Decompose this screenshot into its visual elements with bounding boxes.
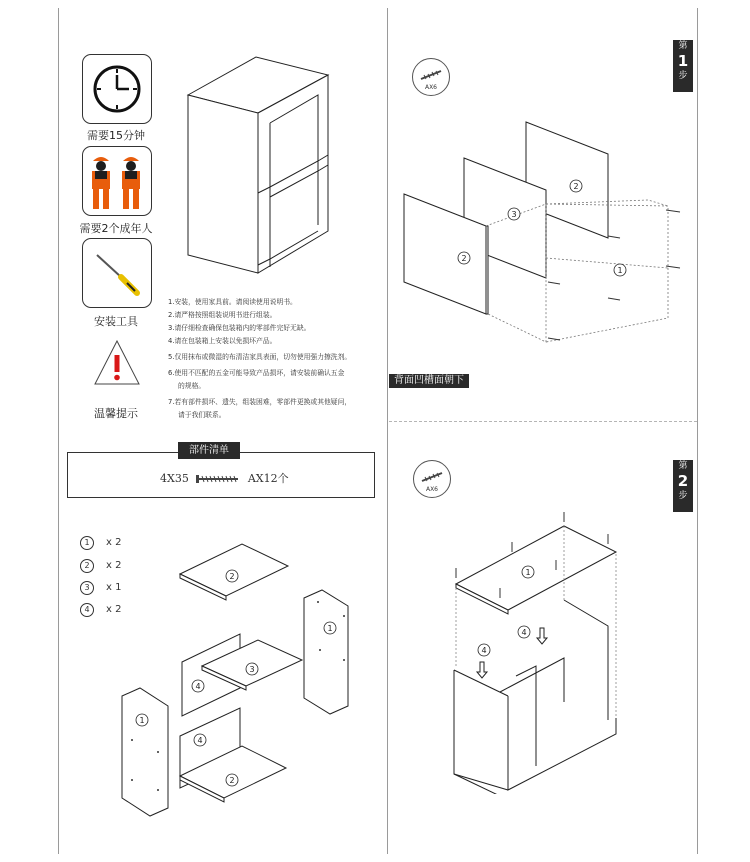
workers-icon <box>83 147 151 215</box>
exploded-label: 2 <box>229 776 235 785</box>
note-line-4: 4.请在包装箱上安装以免损坏产品。 <box>168 337 277 345</box>
step-separator <box>389 421 697 422</box>
screw-qty: AX12个 <box>247 472 289 485</box>
note-line-8: 7.若有部件损坏、遗失，组装困难，零部件更换或其他疑问， <box>168 398 352 406</box>
screw-spec: 4X35 <box>160 472 189 485</box>
step-1-label: 2 <box>573 182 579 191</box>
parts-list-title: 部件清单 <box>178 442 240 459</box>
left-side-panel <box>122 688 168 816</box>
note-line-6: 6.使用不匹配的五金可能导致产品损坏，请安装前确认五金 <box>168 369 345 377</box>
cabinet-illustration <box>186 55 338 277</box>
note-line-9: 请于我们联系。 <box>178 411 226 419</box>
screw-icon <box>414 467 450 487</box>
legend-item: 4 x 2 <box>80 603 121 617</box>
people-caption: 需要2个成年人 <box>79 222 153 235</box>
note-line-7: 的规格。 <box>178 382 206 390</box>
tool-caption: 安装工具 <box>94 315 138 328</box>
workers-card <box>82 146 152 216</box>
step-1-diagram <box>398 118 688 358</box>
exploded-label: 2 <box>229 572 235 581</box>
tool-card <box>82 238 152 308</box>
exploded-label: 4 <box>197 736 203 745</box>
left-border <box>58 8 59 854</box>
step-1-screw-badge: AX6 <box>412 58 450 96</box>
step-2-label: 1 <box>525 568 531 577</box>
step-2-tab: 第 2 步 <box>673 460 693 512</box>
step-1-tab: 第 1 步 <box>673 40 693 92</box>
right-side-panel <box>304 590 348 714</box>
step-1-label: 2 <box>461 254 467 263</box>
clock-card <box>82 54 152 124</box>
screwdriver-icon <box>83 239 151 307</box>
parts-list-row <box>160 470 289 486</box>
exploded-label: 1 <box>139 716 145 725</box>
right-border <box>697 8 698 854</box>
exploded-label: 1 <box>327 624 333 633</box>
note-line-5: 5.仅用抹布或微湿的布清洁家具表面，切勿使用强力擦洗剂。 <box>168 353 352 361</box>
note-line-2: 2.请严格按照组装说明书进行组装。 <box>168 311 277 319</box>
legend-item: 1 x 2 <box>80 536 121 550</box>
screw-icon <box>413 65 449 85</box>
note-line-1: 1.安装，使用家具前。请阅读使用说明书。 <box>168 298 297 306</box>
time-caption: 需要15分钟 <box>87 129 145 142</box>
exploded-label: 4 <box>195 682 201 691</box>
step-1-label: 3 <box>511 210 517 219</box>
note-line-3: 3.请仔细检查确保包装箱内的零部件完好无缺。 <box>168 324 311 332</box>
clock-icon <box>83 55 151 123</box>
legend-item: 2 x 2 <box>80 559 121 573</box>
warning-caption: 温馨提示 <box>94 407 138 420</box>
step-2-label: 4 <box>521 628 527 637</box>
center-divider <box>387 8 388 854</box>
step-2-label: 4 <box>481 646 487 655</box>
step-2-diagram <box>440 504 640 794</box>
legend-item: 3 x 1 <box>80 581 121 595</box>
step-2-screw-badge: AX6 <box>413 460 451 498</box>
exploded-label: 3 <box>249 665 255 674</box>
screw-icon <box>194 474 242 484</box>
step-1-hint: 背面凹槽面朝下 <box>389 374 469 388</box>
exploded-panels-diagram <box>118 540 368 830</box>
warning-icon <box>92 338 142 388</box>
step-1-label: 1 <box>617 266 623 275</box>
